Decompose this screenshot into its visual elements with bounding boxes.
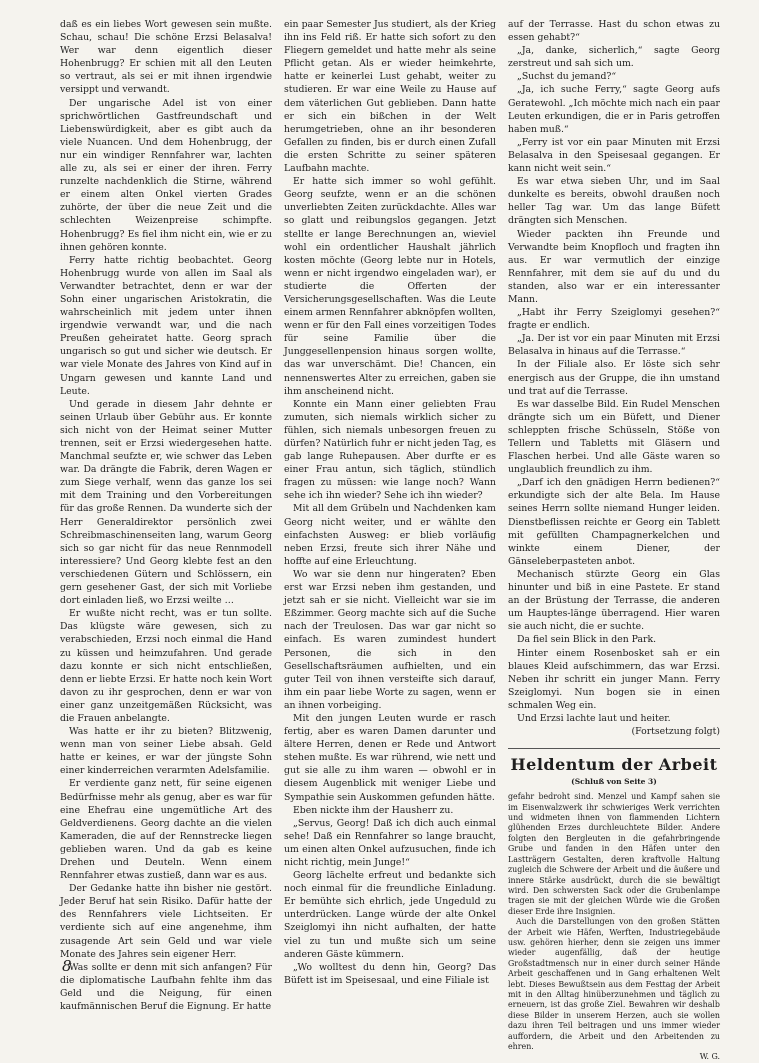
paragraph: Georg lächelte erfreut und bedankte sich noch einmal für die freundliche Einladung. Er bemühte sich ehrlich, jede Ungeduld zu unterdrücken. Lange würde der alte Onkel Szeiglomyi ihn nicht aufhalten, der hatte viel zu tun und mußte sich um seine anderen Gäste kümmern. bbox=[284, 870, 496, 960]
article-divider bbox=[508, 748, 720, 749]
paragraph: Mechanisch stürzte Georg ein Glas hinunter und biß in eine Pastete. Er stand an der Brüstung der Terrasse, die anderen um Hauptes-länge überragend. Hier waren sie auch nicht, die er suchte. bbox=[508, 568, 720, 633]
paragraph: gefahr bedroht sind. Menzel und Kampf sahen sie im Eisenwalzwerk ihr schwieriges Werk verrichten und widmeten ihnen von flammenden Lichtern glühenden Erzes durchleuchtete Bilder. Andere folgten den Bergleuten in die gefahrbringende Grube und fanden in den Häfen unter den Lastträgern Gestalten, deren kraftvolle Haltung zugleich die Schwere der Arbeit und die äußere und innere Stärke ausdrückt, durch die sie bewältigt wird. Den schwersten Sack oder die Grubenlampe tragen sie mit der gleichen Würde wie die Großen dieser Erde ihre Insignien. bbox=[508, 792, 720, 916]
article-subtitle: (Schluß von Seite 3) bbox=[571, 777, 657, 787]
continuation-note: (Fortsetzung folgt) bbox=[631, 726, 720, 738]
story-column-1 bbox=[60, 18, 272, 1013]
paragraph: Mit den jungen Leuten wurde er rasch fertig, aber es waren Damen darunter und ältere Herren, denen er Rede und Antwort stehen mußte. Es war rührend, wie nett und gut sie alle zu ihm waren — obwohl er in diesem Augenblick mit weniger Liebe und Sympathie sein Auskommen gefunden hätte. bbox=[284, 712, 496, 803]
paragraph: ein paar Semester Jus studiert, als der Krieg ihn ins Feld riß. Er hatte sich sofort zu den Fliegern gemeldet und hatte mehr als seine Pflicht getan. Als er wieder heimkehrte, hatte er keinerlei Lust gehabt, weiter zu studieren. Er war eine Weile zu Hause auf dem väterlichen Gut geblieben. Dann hatte er sich ein bißchen in der Welt herumgetrieben, ohne an ihr besonderen Gefallen zu finden, bis er durch einen Zufall die ersten Schritte zu seiner späteren Laufbahn machte. bbox=[284, 19, 496, 175]
paragraph: Und Erzsi lachte laut und heiter. bbox=[517, 712, 671, 724]
paragraph: „Wo wolltest du denn hin, Georg? Das Büfett ist im Speisesaal, und eine Filiale ist bbox=[284, 961, 496, 986]
paragraph: Es war etwa sieben Uhr, und im Saal dunkelte es bereits, obwohl draußen noch heller Tag war. Um das lange Büfett drängten sich Menschen. bbox=[508, 176, 720, 227]
paragraph: „Ja, danke, sicherlich,“ sagte Georg zerstreut und sah sich um. bbox=[508, 45, 720, 70]
paragraph: „Habt ihr Ferry Szeiglomyi gesehen?“ fragte er endlich. bbox=[508, 307, 720, 332]
paragraph: In der Filiale also. Er löste sich sehr energisch aus der Gruppe, die ihn umstand und trat auf die Terrasse. bbox=[508, 359, 720, 397]
paragraph: Es war dasselbe Bild. Ein Rudel Menschen drängte sich um ein Büfett, und Diener schleppten frische Schüsseln, Stöße von Tellern und Tabletts mit Gläsern und Flaschen herbei. Und alle Gäste waren so unglaublich freundlich zu ihm. bbox=[508, 398, 720, 476]
paragraph: Eben nickte ihm der Hausherr zu. bbox=[293, 804, 454, 816]
paragraph: Hinter einem Rosenbosket sah er ein blaues Kleid aufschimmern, das war Erzsi. Neben ihr schritt ein junger Mann. Ferry Szeiglomyi. Nun bogen sie in einen schmalen Weg ein. bbox=[508, 647, 720, 711]
paragraph: „Ja. Der ist vor ein paar Minuten mit Erzsi Belasalva in hinaus auf die Terrasse.“ bbox=[508, 333, 720, 358]
paragraph: Was hatte er ihr zu bieten? Blitzwenig, wenn man von seiner Liebe absah. Geld hatte er keines, er war der jüngste Sohn einer kinderreichen verarmten Adelsfamilie. bbox=[60, 726, 272, 777]
magazine-page bbox=[60, 18, 720, 1062]
paragraph: Der ungarische Adel ist von einer sprichwörtlichen Gastfreundschaft und Liebenswürdigkeit, aber es gibt auch da viele Nuancen. Und dem Hohenbrugg, der nur ein windiger Rennfahrer war, lachten alle zu, als sei er einer der ihren. Ferry runzelte nachdenklich die Stirne, während er einem alten Onkel vierten Grades zuhörte, der über die neue Zeit und die schlechten Weizenpreise schimpfte. Hohenbrugg? Es fiel ihm nicht ein, wie er zu ihnen gehören konnte. bbox=[60, 97, 272, 253]
paragraph: Da fiel sein Blick in den Park. bbox=[517, 634, 657, 646]
paragraph: Ferry hatte richtig beobachtet. Georg Hohenbrugg wurde von allen im Saal als Verwandter betrachtet, denn er war der Sohn einer ungarischen Aristokratin, die wahrscheinlich mit jedem unter ihnen irgendwie verwandt war, und die nach Preußen geheiratet hatte. Georg sprach ungarisch so gut und sicher wie deutsch. Er war viele Monate des Jahres von Kind auf in Ungarn gewesen und kannte Land und Leute. bbox=[60, 254, 272, 397]
paragraph: daß es ein liebes Wort gewesen sein mußte. Schau, schau! Die schöne Erzsi Belasalva! Wer war denn eigentlich dieser Hohenbrugg? Er schien mit all den Leuten so vertraut, als sei er mit ihnen irgendwie versippt und verwandt. bbox=[60, 19, 272, 96]
paragraph: Er verdiente ganz nett, für seine eigenen Bedürfnisse mehr als genug, aber es war für eine Ehefrau eine ungemütliche Art des Geldverdienens. Georg dachte an die vielen Kameraden, die auf der Rennstrecke liegen geblieben waren. Und da gab es keine Drehen und Deuteln. Wenn einem Rennfahrer etwas zustieß, dann war es aus. bbox=[60, 778, 272, 882]
story-column-2 bbox=[284, 18, 496, 987]
paragraph: Konnte ein Mann einer geliebten Frau zumuten, sich niemals wirklich sicher zu fühlen, sich niemals unbesorgen freuen zu dürfen? Natürlich fuhr er nicht jeden Tag, es gab lange Ruhepausen. Aber durfte er es einer Frau antun, sich täglich, stündlich fragen zu müssen: wie lange noch? Wann sehe ich ihn wieder? Sehe ich ihn wieder? bbox=[284, 398, 496, 502]
paragraph: auf der Terrasse. Hast du schon etwas zu essen gehabt?“ bbox=[508, 19, 720, 44]
paragraph: „Servus, Georg! Daß ich dich auch einmal sehe! Daß ein Rennfahrer so lange braucht, um einen alten Onkel aufzusuchen, finde ich nicht richtig, mein Junge!“ bbox=[284, 817, 496, 868]
article-title: Heldentum der Arbeit bbox=[510, 755, 718, 775]
paragraph: „Suchst du jemand?“ bbox=[517, 71, 617, 83]
paragraph: Mit all dem Grübeln und Nachdenken kam Georg nicht weiter, und er wählte den einfachsten Ausweg: er blieb vorläufig neben Erzsi, freute sich ihrer Nähe und hoffte auf eine Erleuchtung. bbox=[284, 503, 496, 567]
paragraph: Wo war sie denn nur hingeraten? Eben erst war Erzsi neben ihm gestanden, und jetzt sah er sie nicht. Vielleicht war sie im Eßzimmer. Georg machte sich auf die Suche nach der Treulosen. Das war gar nicht so einfach. Es waren zumindest hundert Personen, die sich in den Gesellschaftsräumen aufhielten, und ein guter Teil von ihnen versteifte sich darauf, ihm ein paar liebe Worte zu sagen, wenn er an ihnen vorbeiging. bbox=[284, 568, 496, 711]
paragraph: Auch die Darstellungen von den großen Stätten der Arbeit wie Häfen, Werften, Industriegebäude usw. gehören hierher, denn sie zeigen uns immer wieder augenfällig, daß der heutige Großstadtmensch nur in einer durch seiner Hände Arbeit geschaffenen und in Gang erhaltenen Welt lebt. Dieses Bewußtsein aus dem Festtag der Arbeit mit in den Alltag hinüberzunehmen und täglich zu erneuern, ist das große Ziel. Bewahren wir deshalb diese Bilder in unserem Herzen, auch sie wollen dazu ihren Teil beitragen und uns immer wieder auffordern, die Arbeit und den Arbeitenden zu ehren. bbox=[508, 917, 720, 1051]
paragraph: Und gerade in diesem Jahr dehnte er seinen Urlaub über Gebühr aus. Er konnte sich nicht von der Heimat seiner Mutter trennen, seit er Erzsi wiedergesehen hatte. Manchmal seufzte er, wie schwer das Leben war. Da drängte die Fabrik, deren Wagen er zum Siege verhalf, wenn das ganze los sei mit dem Training und den Vorbereitungen für das große Rennen. Da wunderte sich der Herr Generaldirektor persönlich zwei Schreibmaschinenseiten lang, warum Georg sich so gar nicht für das neue Rennmodell interessiere? Und Georg klebte fest an den verschiedenen Gütern und Schlössern, ein gern gesehener Gast, der sich mit Vorliebe dort einladen ließ, wo Erzsi weilte … bbox=[60, 398, 272, 607]
paragraph: Er wußte nicht recht, was er tun sollte. Das klügste wäre gewesen, sich zu verabschieden, Erzsi noch einmal die Hand zu küssen und heimzufahren. Und gerade dazu konnte er sich nicht entschließen, denn er liebte Erzsi. Er hatte noch kein Wort davon zu ihr gesprochen, denn er war von einer ganz unzeitgemäßen Rücksicht, was die Frauen anbelangte. bbox=[60, 608, 272, 724]
paragraph: Was sollte er denn mit sich anfangen? Für die diplomatische Laufbahn fehlte ihm das Geld und die Neigung, für einen kaufmännischen Beruf die Eignung. Er hatte bbox=[60, 961, 272, 1013]
article-author: W. G. bbox=[699, 1052, 720, 1062]
paragraph: „Ferry ist vor ein paar Minuten mit Erzsi Belasalva in den Speisesaal gegangen. Er kann nicht weit sein.“ bbox=[508, 136, 720, 175]
page-number: 8 bbox=[62, 957, 72, 975]
paragraph: „Ja, ich suche Ferry,“ sagte Georg aufs Geratewohl. „Ich möchte mich nach ein paar Leuten erkundigen, die er in Paris getroffen haben muß.“ bbox=[508, 84, 720, 135]
paragraph: Er hatte sich immer so wohl gefühlt. Georg seufzte, wenn er an die schönen unverliebten Zeiten zurückdachte. Alles war so glatt und reibungslos gegangen. Jetzt stellte er lange Berechnungen an, wieviel wohl ein ordentlicher Haushalt jährlich kosten möchte (Georg lebte nur in Hotels, wenn er nicht irgendwo eingeladen war), er studierte die Offerten der Versicherungsgesellschaften. Was die Leute einem armen Rennfahrer abknöpfen wollten, wenn er für den Fall eines vorzeitigen Todes für seine Familie über die Junggesellenpension hinaus sorgen wollte, das war unverschämt. Die! Chancen, ein nennenswertes Alter zu erreichen, gaben sie ihm anscheinend nicht. bbox=[284, 176, 497, 397]
paragraph: Der Gedanke hatte ihn bisher nie gestört. Jeder Beruf hat sein Risiko. Dafür hatte der des Rennfahrers viele Lichtseiten. Er verdiente sich auf eine angenehme, ihm zusagende Art sein Geld und war viele Monate des Jahres sein eigener Herr. bbox=[60, 883, 272, 960]
paragraph: Wieder packten ihn Freunde und Verwandte beim Knopfloch und fragten ihn aus. Er war vermutlich der einzige Rennfahrer, mit dem sie auf du und du standen, also war er ein interessanter Mann. bbox=[508, 228, 720, 305]
story-column-3 bbox=[508, 18, 720, 1063]
paragraph: „Darf ich den gnädigen Herrn bedienen?“ erkundigte sich der alte Bela. Im Hause seines Herrn sollte niemand Hunger leiden. Dienstbeflissen reichte er Georg ein Tablett mit gefüllten Champagnerkelchen und winkte einem Diener, der Gänseleberpasteten anbot. bbox=[508, 477, 720, 567]
article-body bbox=[508, 792, 720, 1063]
